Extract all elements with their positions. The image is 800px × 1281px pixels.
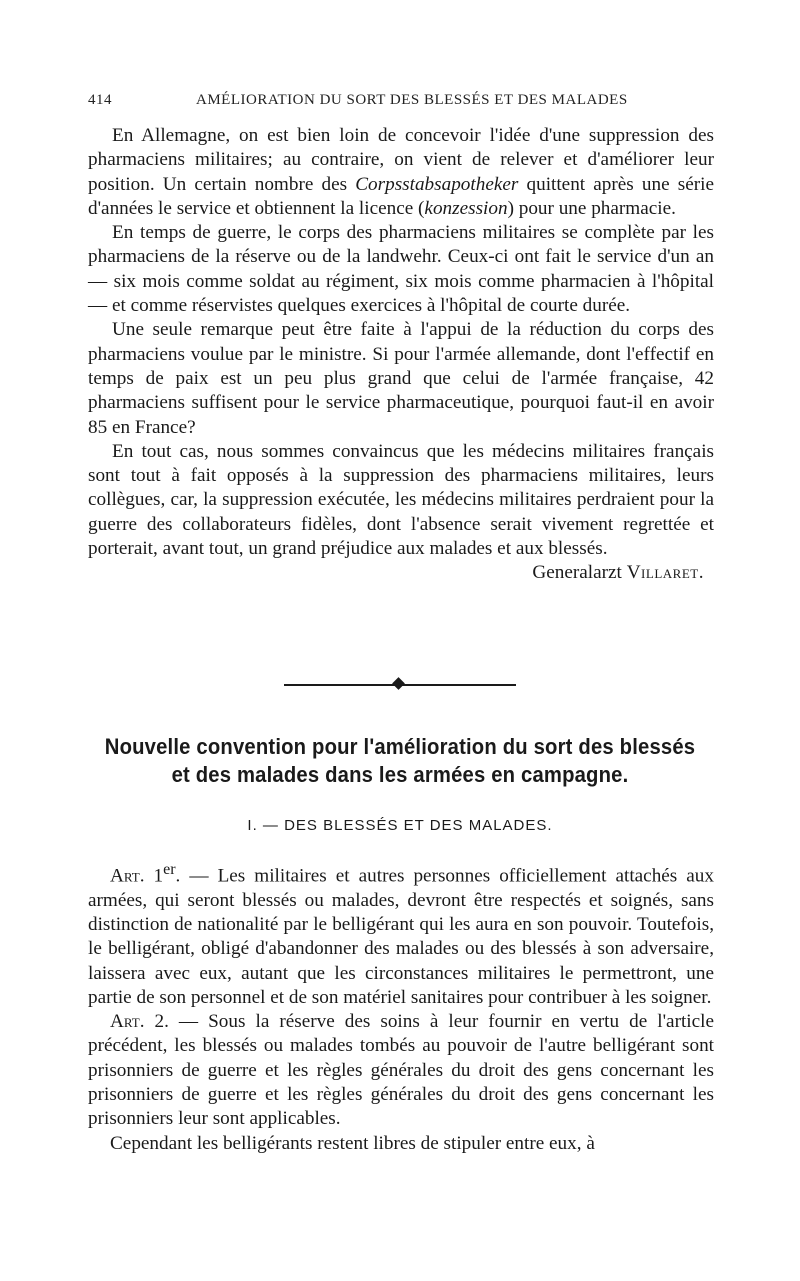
article-1-label: Art. 1 bbox=[110, 865, 164, 887]
paragraph-1-text-b: quittent après une série d'années le service et obtiennent la licence ( bbox=[88, 173, 714, 219]
article-1-sup: er bbox=[163, 861, 176, 878]
paragraph-1-text-c: ) pour une pharmacie. bbox=[507, 197, 676, 219]
signature-name: Villaret. bbox=[626, 562, 704, 584]
running-title: AMÉLIORATION DU SORT DES BLESSÉS ET DES MALADES bbox=[196, 92, 628, 108]
term-konzession: konzession bbox=[424, 197, 508, 219]
page-number: 414 bbox=[88, 92, 112, 108]
article-1 bbox=[88, 858, 714, 1010]
paragraph-2: En temps de guerre, le corps des pharmaciens militaires se complète par les pharmaciens de la réserve ou de la landwehr. Ceux-ci ont fait le service d'un an — six mois comme soldat au régiment, six mois comme pharmacien à l'hôpital — et comme réservistes quelques exercices à l'hôpital de courte durée. bbox=[88, 222, 714, 317]
heading-line-2: et des malades dans les armées en campagne. bbox=[171, 762, 629, 787]
article-1-text: . — Les militaires et autres personnes officiellement attachés aux armées, qui seront blessés ou malades, devront être respectés et soignés, sans distinction de nationalité par le belligérant qui les aura en son pouvoir. Toutefois, le belligérant, obligé d'abandonner des malades ou des blessés à son adversaire, laissera avec eux, autant que les circonstances militaires le permettront, une partie de son personnel et de son matériel sanitaires pour contribuer à les soigner. bbox=[88, 865, 714, 1008]
articles bbox=[88, 858, 714, 1156]
diamond-ornament-icon bbox=[392, 677, 405, 690]
article-heading bbox=[60, 733, 740, 789]
running-header bbox=[88, 92, 712, 116]
paragraph-1-text-a: En Allemagne, on est bien loin de concevoir l'idée d'une suppression des pharmaciens militaires; au contraire, on vient de relever et d'améliorer leur position. Un certain nombre des bbox=[88, 125, 714, 195]
article-2-text: . — Sous la réserve des soins à leur fournir en vertu de l'article précédent, les blessés ou malades tombés au pouvoir de l'autre belligérant sont prisonniers de guerre et les règles générales du droit des gens concernant les prisonniers de guerre et les règles générales du droit des gens concernant les prisonniers leur sont applicables. bbox=[88, 1011, 714, 1130]
signature-prefix: Generalarzt bbox=[532, 562, 622, 584]
term-corpsstabsapotheker: Corpsstabsapotheker bbox=[355, 173, 519, 195]
body-text bbox=[88, 124, 714, 586]
last-paragraph: Cependant les belligérants restent libres de stipuler entre eux, à bbox=[110, 1132, 595, 1154]
article-2-label: Art. 2 bbox=[110, 1011, 165, 1033]
article-2 bbox=[88, 1010, 714, 1131]
paragraph-3: Une seule remarque peut être faite à l'appui de la réduction du corps des pharmaciens voulue par le ministre. Si pour l'armée allemande, dont l'effectif en temps de paix est un peu plus grand que celui de l'armée française, 42 pharmaciens suffisent pour le service pharmaceutique, pourquoi faut-il en avoir 85 en France? bbox=[88, 319, 714, 438]
heading-line-1: Nouvelle convention pour l'amélioration du sort des blessés bbox=[104, 734, 696, 759]
signature bbox=[88, 561, 714, 585]
paragraph-4: En tout cas, nous sommes convaincus que les médecins militaires français sont tout à fait opposés à la suppression des pharmaciens militaires, leurs collègues, car, la suppression exécutée, les médecins militaires perdraient pour la guerre des collaborateurs fidèles, dont l'absence serait vivement regrettée et porterait, avant tout, un grand préjudice aux malades et aux blessés. bbox=[88, 440, 714, 560]
paragraph-1 bbox=[88, 124, 714, 221]
section-divider bbox=[284, 676, 516, 694]
section-title: I. — DES BLESSÉS ET DES MALADES. bbox=[247, 817, 553, 834]
